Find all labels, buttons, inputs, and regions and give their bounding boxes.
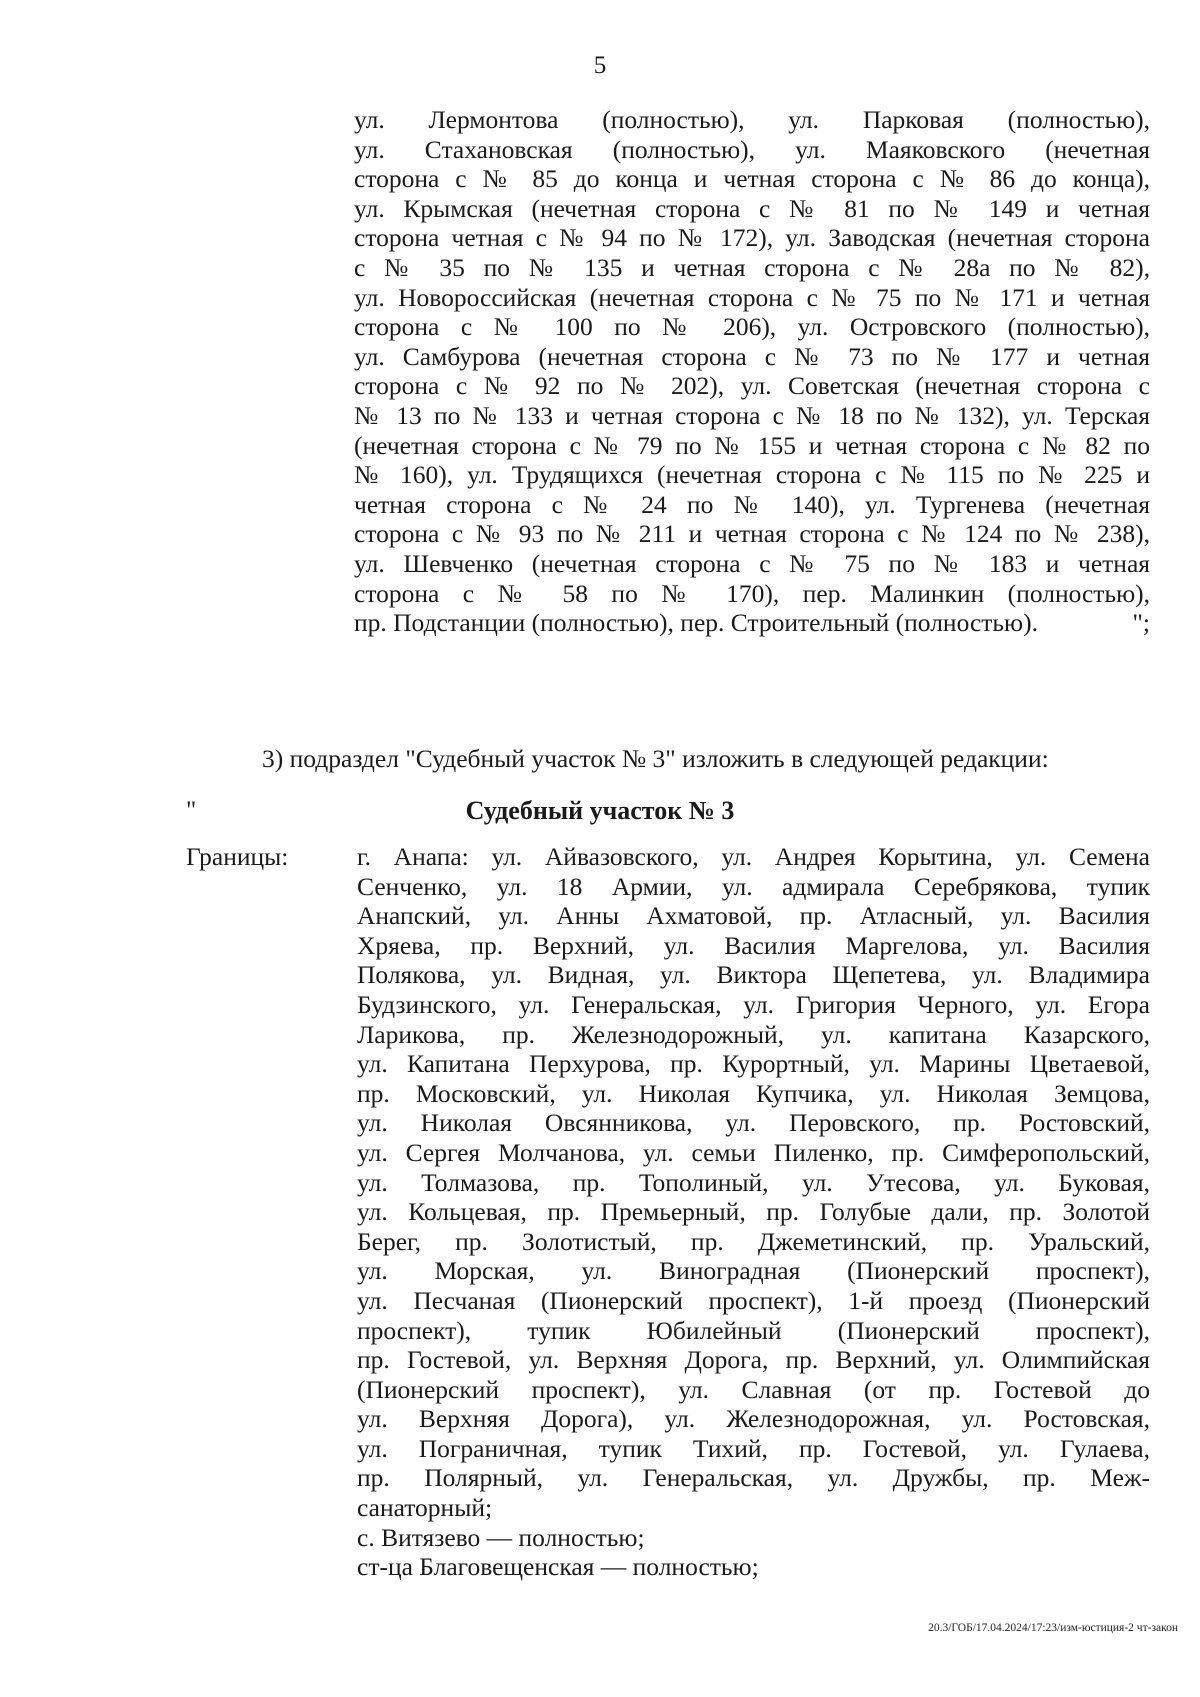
borders-line: пр. Гостевой, ул. Верхняя Дорога, пр. Верхний, ул. Олимпийская xyxy=(357,1345,1150,1375)
subsection-instruction: 3) подраздел "Судебный участок № 3" изложить в следующей редакции: xyxy=(262,744,1049,773)
continuation-line: пр. Подстанции (полностью), пер. Строительный (полностью). xyxy=(354,608,1038,638)
borders-line: Анапский, ул. Анны Ахматовой, пр. Атласный, ул. Василия xyxy=(357,901,1150,931)
section-heading: Судебный участок № 3 xyxy=(465,796,735,825)
borders-line: Будзинского, ул. Генеральская, ул. Григория Черного, ул. Егора xyxy=(357,989,1150,1019)
borders-line: ул. Морская, ул. Виноградная (Пионерский проспект), xyxy=(357,1256,1150,1286)
opening-quote-mark: " xyxy=(186,797,197,824)
continuation-line: № 160), ул. Трудящихся (нечетная сторона с № 115 по № 225 и xyxy=(354,460,1150,490)
borders-line: ул. Николая Овсянникова, ул. Перовского, пр. Ростовский, xyxy=(357,1108,1150,1138)
borders-line: проспект), тупик Юбилейный (Пионерский проспект), xyxy=(357,1315,1150,1345)
borders-line: ул. Верхняя Дорога), ул. Железнодорожная, ул. Ростовская, xyxy=(357,1404,1150,1434)
continuation-line: сторона с № 100 по № 206), ул. Островского (полностью), xyxy=(354,312,1150,342)
continuation-paragraph xyxy=(354,105,1150,638)
borders-line: ул. Сергея Молчанова, ул. семьи Пиленко, пр. Симферопольский, xyxy=(357,1137,1150,1167)
borders-line: Полякова, ул. Видная, ул. Виктора Щепетева, ул. Владимира xyxy=(357,960,1150,990)
continuation-line: ул. Лермонтова (полностью), ул. Парковая (полностью), xyxy=(354,105,1150,134)
continuation-line: сторона четная с № 94 по № 172), ул. Заводская (нечетная сторона xyxy=(354,223,1150,253)
continuation-line: (нечетная сторона с № 79 по № 155 и четная сторона с № 82 по xyxy=(354,430,1150,460)
continuation-line: сторона с № 92 по № 202), ул. Советская (нечетная сторона с xyxy=(354,371,1150,401)
continuation-line: ул. Стахановская (полностью), ул. Маяковского (нечетная xyxy=(354,134,1150,164)
continuation-line: ул. Шевченко (нечетная сторона с № 75 по № 183 и четная xyxy=(354,548,1150,578)
borders-line: ул. Толмазова, пр. Тополиный, ул. Утесова, ул. Буковая, xyxy=(357,1167,1150,1197)
page-number: 5 xyxy=(593,52,607,79)
continuation-line: сторона с № 93 по № 211 и четная сторона с № 124 по № 238), xyxy=(354,519,1150,549)
continuation-line: ул. Новороссийская (нечетная сторона с № 75 по № 171 и четная xyxy=(354,282,1150,312)
borders-line: ул. Капитана Перхурова, пр. Курортный, ул. Марины Цветаевой, xyxy=(357,1049,1150,1079)
continuation-line: с № 35 по № 135 и четная сторона с № 28а по № 82), xyxy=(354,252,1150,282)
borders-line: ул. Кольцевая, пр. Премьерный, пр. Голубые дали, пр. Золотой xyxy=(357,1197,1150,1227)
borders-line: Сенченко, ул. 18 Армии, ул. адмирала Серебрякова, тупик xyxy=(357,871,1150,901)
borders-line: санаторный; xyxy=(357,1493,493,1523)
borders-line: Ларикова, пр. Железнодорожный, ул. капитана Казарского, xyxy=(357,1019,1150,1049)
borders-line: (Пионерский проспект), ул. Славная (от пр. Гостевой до xyxy=(357,1374,1150,1404)
borders-line: г. Анапа: ул. Айвазовского, ул. Андрея Корытина, ул. Семена xyxy=(357,842,1150,871)
closing-quote-mark: "; xyxy=(1132,608,1150,638)
borders-line: Хряева, пр. Верхний, ул. Василия Маргелова, ул. Василия xyxy=(357,930,1150,960)
borders-line: пр. Полярный, ул. Генеральская, ул. Дружбы, пр. Меж- xyxy=(357,1463,1150,1493)
continuation-line: ул. Крымская (нечетная сторона с № 81 по № 149 и четная xyxy=(354,193,1150,223)
continuation-line: сторона с № 85 до конца и четная сторона с № 86 до конца), xyxy=(354,164,1150,194)
continuation-line: ул. Самбурова (нечетная сторона с № 73 по № 177 и четная xyxy=(354,341,1150,371)
borders-line: ул. Песчаная (Пионерский проспект), 1-й проезд (Пионерский xyxy=(357,1285,1150,1315)
borders-paragraph xyxy=(357,842,1150,1582)
borders-line: пр. Московский, ул. Николая Купчика, ул. Николая Земцова, xyxy=(357,1078,1150,1108)
continuation-line: № 13 по № 133 и четная сторона с № 18 по № 132), ул. Терская xyxy=(354,400,1150,430)
borders-line: ст-ца Благовещенская — полностью; xyxy=(357,1552,759,1582)
continuation-line: сторона с № 58 по № 170), пер. Малинкин (полностью), xyxy=(354,578,1150,608)
borders-line: ул. Пограничная, тупик Тихий, пр. Гостевой, ул. Гулаева, xyxy=(357,1433,1150,1463)
borders-line: Берег, пр. Золотистый, пр. Джеметинский, пр. Уральский, xyxy=(357,1226,1150,1256)
document-code-footer: 20.3/ГОБ/17.04.2024/17:23/изм-юстиция-2 чт-закон xyxy=(928,1622,1178,1634)
borders-line: с. Витязево — полностью; xyxy=(357,1522,645,1552)
continuation-line: четная сторона с № 24 по № 140), ул. Тургенева (нечетная xyxy=(354,489,1150,519)
borders-label: Границы: xyxy=(186,842,289,871)
